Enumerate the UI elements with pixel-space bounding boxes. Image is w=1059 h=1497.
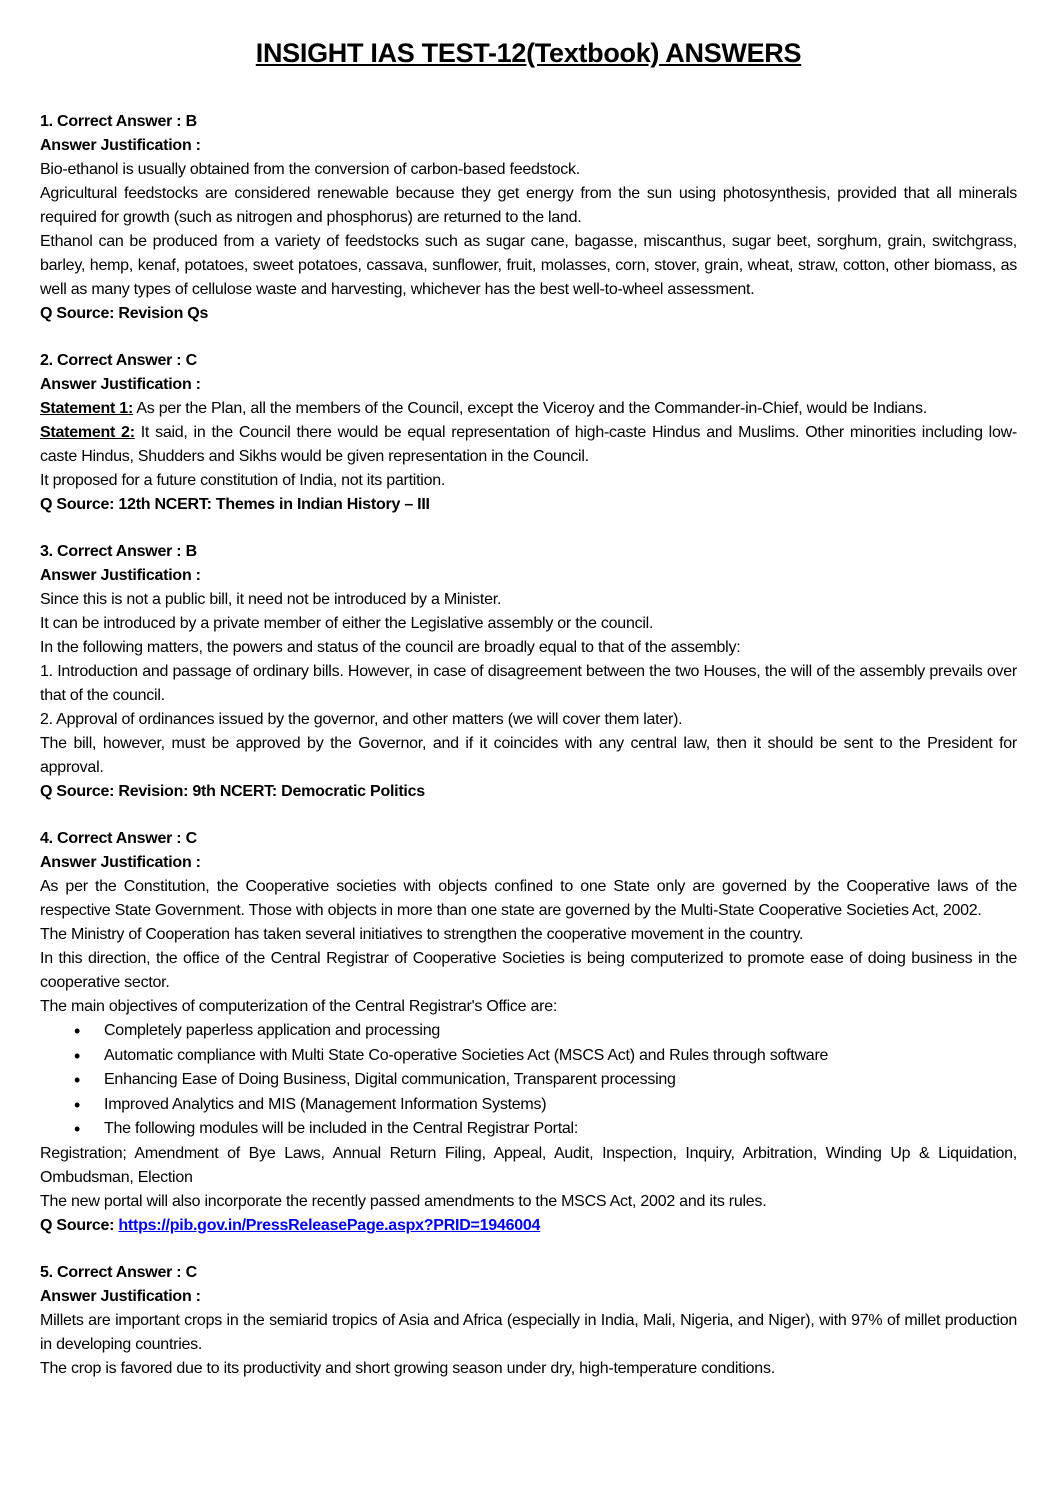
objectives-list xyxy=(40,1019,1017,1142)
list-item: • The following modules will be included in the Central Registrar Portal: xyxy=(104,1117,1017,1142)
paragraph: It can be introduced by a private member of either the Legislative assembly or the council. xyxy=(40,615,654,632)
justification-label: Answer Justification : xyxy=(40,1287,201,1305)
question-5 xyxy=(40,1261,1017,1381)
correct-answer: 2. Correct Answer : C xyxy=(40,352,197,369)
paragraph: Registration; Amendment of Bye Laws, Annual Return Filing, Appeal, Audit, Inspection, Inquiry, Arbitration, Winding Up & Liquidation, Ombudsman, Election xyxy=(40,1144,1017,1186)
paragraph: Since this is not a public bill, it need not be introduced by a Minister. xyxy=(40,591,502,608)
justification-label: Answer Justification : xyxy=(40,376,201,393)
question-source: Q Source: 12th NCERT: Themes in Indian History – III xyxy=(40,496,430,513)
list-item: • Completely paperless application and processing xyxy=(104,1019,1017,1044)
question-source: Q Source: Revision Qs xyxy=(40,305,209,322)
paragraph: The main objectives of computerization of the Central Registrar's Office are: xyxy=(40,998,558,1015)
page-title: INSIGHT IAS TEST-12(Textbook) ANSWERS xyxy=(255,38,802,68)
statement-2 xyxy=(40,421,1017,469)
statement-label: Statement 1: xyxy=(40,400,134,417)
question-1 xyxy=(40,110,1017,326)
statement-1 xyxy=(40,397,1017,421)
list-item: • Enhancing Ease of Doing Business, Digital communication, Transparent processing xyxy=(104,1068,1017,1093)
source-label: Q Source: xyxy=(40,1216,119,1234)
paragraph: Bio-ethanol is usually obtained from the conversion of carbon-based feedstock. xyxy=(40,161,580,178)
question-source xyxy=(40,1214,1017,1238)
question-3 xyxy=(40,540,1017,804)
list-item: • Automatic compliance with Multi State Co-operative Societies Act (MSCS Act) and Rules through software xyxy=(104,1044,1017,1069)
correct-answer: 3. Correct Answer : B xyxy=(40,543,197,560)
correct-answer: 4. Correct Answer : C xyxy=(40,830,197,847)
paragraph: Millets are important crops in the semiarid tropics of Asia and Africa (especially in India, Mali, Nigeria, and Niger), with 97% of millet production in developing countries. xyxy=(40,1311,1017,1353)
source-link[interactable]: https://pib.gov.in/PressReleasePage.aspx?PRID=1946004 xyxy=(118,1216,541,1234)
list-item: • Improved Analytics and MIS (Management Information Systems) xyxy=(104,1093,1017,1118)
paragraph: The new portal will also incorporate the recently passed amendments to the MSCS Act, 2002 and its rules. xyxy=(40,1192,767,1210)
question-4 xyxy=(40,827,1017,1238)
justification-label: Answer Justification : xyxy=(40,854,201,871)
paragraph: The crop is favored due to its productivity and short growing season under dry, high-temperature conditions. xyxy=(40,1359,775,1377)
paragraph: It proposed for a future constitution of India, not its partition. xyxy=(40,472,446,489)
justification-label: Answer Justification : xyxy=(40,137,201,154)
question-source: Q Source: Revision: 9th NCERT: Democratic Politics xyxy=(40,783,425,800)
document-page xyxy=(40,30,1017,1404)
paragraph: In the following matters, the powers and status of the council are broadly equal to that of the assembly: xyxy=(40,639,741,656)
statement-label: Statement 2: xyxy=(40,424,135,441)
paragraph: The Ministry of Cooperation has taken several initiatives to strengthen the cooperative movement in the country. xyxy=(40,926,804,943)
paragraph: 2. Approval of ordinances issued by the governor, and other matters (we will cover them later). xyxy=(40,711,683,728)
paragraph: As per the Constitution, the Cooperative societies with objects confined to one State only are governed by the Cooperative laws of the respective State Government. Those with objects in more than one state are governed by the Multi-State Cooperative Societies Act, 2002. xyxy=(40,878,1017,919)
paragraph: 1. Introduction and passage of ordinary bills. However, in case of disagreement between the two Houses, the will of the assembly prevails over that of the council. xyxy=(40,663,1017,704)
correct-answer: 5. Correct Answer : C xyxy=(40,1263,197,1281)
question-2 xyxy=(40,349,1017,517)
justification-label: Answer Justification : xyxy=(40,567,201,584)
paragraph: In this direction, the office of the Central Registrar of Cooperative Societies is being computerized to promote ease of doing business in the cooperative sector. xyxy=(40,950,1017,991)
paragraph: The bill, however, must be approved by the Governor, and if it coincides with any central law, then it should be sent to the President for approval. xyxy=(40,735,1017,776)
statement-text: As per the Plan, all the members of the Council, except the Viceroy and the Commander-in-Chief, would be Indians. xyxy=(133,400,927,417)
paragraph: Ethanol can be produced from a variety of feedstocks such as sugar cane, bagasse, miscanthus, sugar beet, sorghum, grain, switchgrass, barley, hemp, kenaf, potatoes, sweet potatoes, cassava, sunflower, fruit, molasses, corn, stover, grain, wheat, straw, cotton, other biomass, as well as many types of cellulose waste and harvesting, whichever has the best well-to-wheel assessment. xyxy=(40,233,1017,298)
statement-text: It said, in the Council there would be equal representation of high-caste Hindus and Muslims. Other minorities including low-caste Hindus, Shudders and Sikhs would be given representation in the Council. xyxy=(40,424,1017,465)
correct-answer: 1. Correct Answer : B xyxy=(40,113,197,130)
paragraph: Agricultural feedstocks are considered renewable because they get energy from the sun using photosynthesis, provided that all minerals required for growth (such as nitrogen and phosphorus) are returned to the land. xyxy=(40,185,1017,226)
